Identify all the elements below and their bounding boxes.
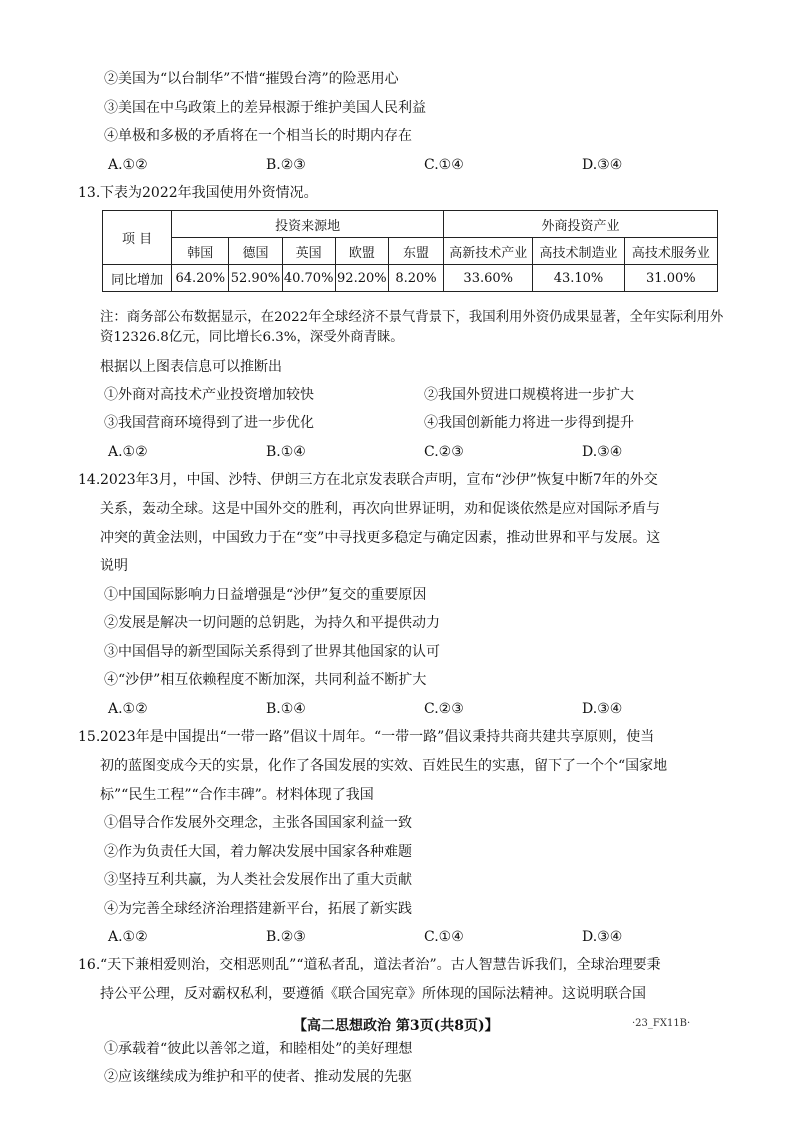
table-cell: 8.20% — [388, 265, 443, 292]
question-stem: 2023年3月，中国、沙特、伊朗三方在北京发表联合声明，宣布“沙伊”恢复中断7年的外交 — [100, 472, 658, 488]
table-row-label: 同比增加 — [103, 265, 172, 292]
table-item-header: 项 目 — [103, 211, 172, 265]
statement: ①中国国际影响力日益增强是“沙伊”复交的重要原因 — [104, 587, 427, 603]
option-d: D.③④ — [582, 701, 623, 717]
statement: ②我国外贸进口规模将进一步扩大 — [424, 387, 634, 403]
answer-options — [108, 928, 668, 946]
option-b: B.①④ — [266, 444, 306, 460]
table-cell: 92.20% — [335, 265, 388, 292]
statement: ④单极和多极的矛盾将在一个相当长的时期内存在 — [104, 128, 412, 144]
statement: ③中国倡导的新型国际关系得到了世界其他国家的认可 — [104, 644, 440, 660]
table-note: 资12326.8亿元，同比增长6.3%，深受外商青睐。 — [100, 330, 404, 345]
option-b: B.②③ — [266, 157, 306, 173]
option-a: A.①② — [108, 444, 148, 460]
table-group-header: 投资来源地 — [172, 211, 444, 238]
statement: ②美国为“以台制华”不惜“摧毁台湾”的险恶用心 — [104, 71, 399, 87]
table-column-header: 韩国 — [172, 238, 229, 265]
option-c: C.①④ — [424, 929, 464, 945]
table-cell: 43.10% — [533, 265, 624, 292]
answer-options — [108, 156, 668, 174]
statement: ④我国创新能力将进一步得到提升 — [424, 415, 634, 431]
question-number: 14. — [78, 472, 101, 488]
question-stem: 初的蓝图变成今天的实景，化作了各国发展的实效、百姓民生的实惠，留下了一个个“国家地 — [100, 758, 668, 774]
table-cell: 31.00% — [624, 265, 717, 292]
question-stem: 冲突的黄金法则，中国致力于在“变”中寻找更多稳定与确定因素，推动世界和平与发展。这 — [100, 530, 661, 546]
statement: ④“沙伊”相互依赖程度不断加深，共同利益不断扩大 — [104, 672, 427, 688]
question-stem: 持公平公理，反对霸权私利，要遵循《联合国宪章》所体现的国际法精神。这说明联合国 — [100, 986, 646, 1002]
question-prompt: 根据以上图表信息可以推断出 — [100, 359, 282, 375]
table-column-header: 德国 — [229, 238, 282, 265]
question-number: 16. — [78, 957, 101, 973]
table-group-header: 外商投资产业 — [444, 211, 718, 238]
table-row — [103, 265, 718, 292]
footer-title: 【高二思想政治 第3页(共8页)】 — [293, 1018, 499, 1034]
statement: ③我国营商环境得到了进一步优化 — [104, 415, 314, 431]
option-c: C.①④ — [424, 157, 464, 173]
table-column-header: 高技术制造业 — [533, 238, 624, 265]
question-stem: 标”“民生工程”“合作丰碑”。材料体现了我国 — [100, 787, 374, 803]
table-cell: 64.20% — [172, 265, 229, 292]
table-cell: 52.90% — [229, 265, 282, 292]
page-footer — [0, 1015, 793, 1035]
option-c: C.②③ — [424, 701, 464, 717]
statement: ②发展是解决一切问题的总钥匙，为持久和平提供动力 — [104, 615, 440, 631]
statement: ③美国在中乌政策上的差异根源于维护美国人民利益 — [104, 100, 426, 116]
question-stem: 下表为2022年我国使用外资情况。 — [100, 185, 318, 201]
option-a: A.①② — [108, 701, 148, 717]
option-b: B.①④ — [266, 701, 306, 717]
table-column-header: 欧盟 — [335, 238, 388, 265]
table-column-header: 高技术服务业 — [624, 238, 717, 265]
answer-options — [108, 443, 668, 461]
paper-code: ·23_FX11B· — [632, 1018, 691, 1029]
option-d: D.③④ — [582, 929, 623, 945]
question-number: 15. — [78, 729, 101, 745]
statement: ①倡导合作发展外交理念，主张各国国家利益一致 — [104, 815, 412, 831]
option-a: A.①② — [108, 929, 148, 945]
statement: ③坚持互利共赢，为人类社会发展作出了重大贡献 — [104, 872, 412, 888]
statement: ②应该继续成为维护和平的使者、推动发展的先驱 — [104, 1069, 412, 1085]
question-stem: “天下兼相爱则治，交相恶则乱”“道私者乱，道法者治”。古人智慧告诉我们，全球治理要秉 — [100, 957, 661, 973]
option-d: D.③④ — [582, 444, 623, 460]
statement: ①承载着“彼此以善邻之道，和睦相处”的美好理想 — [104, 1041, 413, 1057]
table-column-header: 高新技术产业 — [444, 238, 533, 265]
option-c: C.②③ — [424, 444, 464, 460]
table-cell: 33.60% — [444, 265, 533, 292]
question-stem: 说明 — [100, 558, 128, 574]
table-cell: 40.70% — [282, 265, 335, 292]
option-b: B.②③ — [266, 929, 306, 945]
statement: ②作为负责任大国，着力解决发展中国家各种难题 — [104, 844, 412, 860]
table-note: 注：商务部公布数据显示，在2022年全球经济不景气背景下，我国利用外资仍成果显著，全年实际利用外 — [100, 310, 724, 325]
statement: ①外商对高技术产业投资增加较快 — [104, 387, 314, 403]
option-d: D.③④ — [582, 157, 623, 173]
question-number: 13. — [78, 185, 101, 201]
option-a: A.①② — [108, 157, 148, 173]
answer-options — [108, 700, 668, 718]
table-column-header: 东盟 — [388, 238, 443, 265]
fdi-table — [102, 210, 718, 292]
question-stem: 关系，轰动全球。这是中国外交的胜利，再次向世界证明，劝和促谈依然是应对国际矛盾与 — [100, 501, 660, 517]
table-column-header: 英国 — [282, 238, 335, 265]
question-stem: 2023年是中国提出“一带一路”倡议十周年。“一带一路”倡议秉持共商共建共享原则，使当 — [100, 729, 655, 745]
statement: ④为完善全球经济治理搭建新平台，拓展了新实践 — [104, 901, 412, 917]
